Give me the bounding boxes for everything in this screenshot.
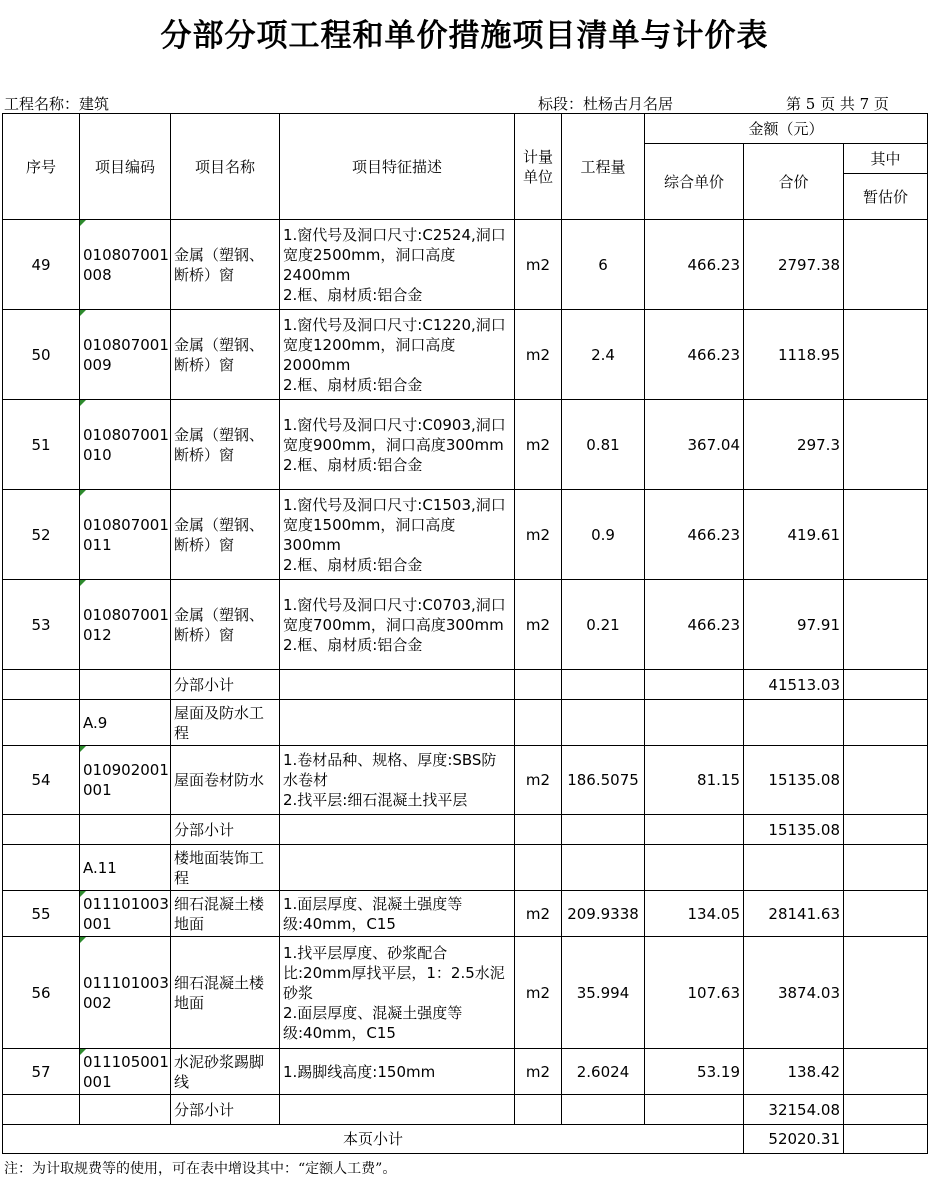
qty-cell: 0.81 <box>562 400 645 490</box>
table-body <box>3 220 928 1154</box>
code-text: 010807001 008 <box>83 245 169 284</box>
seq-cell: 53 <box>3 580 80 670</box>
header-total: 合价 <box>744 144 844 220</box>
desc-cell: 1.窗代号及洞口尺寸:C2524,洞口宽度2500mm，洞口高度2400mm 2.框、扇材质:铝合金 <box>280 220 515 310</box>
unit-price-cell <box>645 670 744 700</box>
code-cell <box>80 490 171 580</box>
qty-cell <box>562 815 645 845</box>
name-cell: 金属（塑钢、断桥）窗 <box>171 490 280 580</box>
table-row <box>3 891 928 937</box>
code-cell <box>80 580 171 670</box>
unit-price-cell: 53.19 <box>645 1049 744 1095</box>
provisional-cell <box>844 220 928 310</box>
unit-cell <box>515 845 562 891</box>
unit-cell <box>515 815 562 845</box>
table-row <box>3 580 928 670</box>
unit-cell: m2 <box>515 1049 562 1095</box>
comment-flag-icon <box>80 580 86 586</box>
header-seq: 序号 <box>3 114 80 220</box>
qty-cell: 209.9338 <box>562 891 645 937</box>
code-text: 011101003 002 <box>83 973 169 1012</box>
comment-flag-icon <box>80 490 86 496</box>
code-cell <box>80 400 171 490</box>
table-row <box>3 490 928 580</box>
header-of-which: 其中 <box>844 144 928 174</box>
desc-cell: 1.窗代号及洞口尺寸:C1503,洞口宽度1500mm，洞口高度300mm 2.框、扇材质:铝合金 <box>280 490 515 580</box>
unit-cell: m2 <box>515 891 562 937</box>
subtotal-value: 32154.08 <box>744 1095 844 1125</box>
header-desc: 项目特征描述 <box>280 114 515 220</box>
provisional-cell <box>844 580 928 670</box>
seq-cell: 51 <box>3 400 80 490</box>
section-code: A.9 <box>80 700 171 746</box>
total-cell <box>744 845 844 891</box>
unit-cell <box>515 670 562 700</box>
total-cell: 15135.08 <box>744 746 844 815</box>
table-row <box>3 937 928 1049</box>
qty-cell: 6 <box>562 220 645 310</box>
seq-cell: 49 <box>3 220 80 310</box>
unit-price-cell: 134.05 <box>645 891 744 937</box>
unit-price-cell: 367.04 <box>645 400 744 490</box>
desc-cell: 1.窗代号及洞口尺寸:C1220,洞口宽度1200mm，洞口高度2000mm 2.框、扇材质:铝合金 <box>280 310 515 400</box>
unit-cell: m2 <box>515 580 562 670</box>
unit-price-cell: 81.15 <box>645 746 744 815</box>
table-row <box>3 1125 928 1154</box>
code-text: 010807001 009 <box>83 335 169 374</box>
header-name: 项目名称 <box>171 114 280 220</box>
subtotal-value: 41513.03 <box>744 670 844 700</box>
qty-cell <box>562 670 645 700</box>
comment-flag-icon <box>80 891 86 897</box>
pricing-table <box>2 113 928 1154</box>
seq-cell <box>3 700 80 746</box>
desc-cell <box>280 670 515 700</box>
total-cell: 1118.95 <box>744 310 844 400</box>
table-row <box>3 220 928 310</box>
unit-price-cell: 466.23 <box>645 490 744 580</box>
page-total-value: 52020.31 <box>744 1125 844 1154</box>
total-cell <box>744 700 844 746</box>
unit-price-cell: 466.23 <box>645 310 744 400</box>
provisional-cell <box>844 700 928 746</box>
page-total-label: 本页小计 <box>3 1125 744 1154</box>
unit-price-cell <box>645 845 744 891</box>
code-text: 010807001 010 <box>83 425 169 464</box>
code-text: 010807001 012 <box>83 605 169 644</box>
footnote: 注：为计取规费等的使用，可在表中增设其中：“定额人工费”。 <box>4 1161 397 1177</box>
name-cell: 金属（塑钢、断桥）窗 <box>171 400 280 490</box>
provisional-cell <box>844 891 928 937</box>
code-cell <box>80 310 171 400</box>
project-name: 工程名称：建筑 <box>4 95 110 113</box>
name-cell: 金属（塑钢、断桥）窗 <box>171 220 280 310</box>
table-row <box>3 845 928 891</box>
comment-flag-icon <box>80 310 86 316</box>
seq-cell: 57 <box>3 1049 80 1095</box>
total-cell: 97.91 <box>744 580 844 670</box>
subtotal-label: 分部小计 <box>171 670 280 700</box>
code-cell <box>80 815 171 845</box>
table-row <box>3 1049 928 1095</box>
unit-cell: m2 <box>515 937 562 1049</box>
name-cell: 金属（塑钢、断桥）窗 <box>171 310 280 400</box>
desc-cell: 1.窗代号及洞口尺寸:C0703,洞口宽度700mm，洞口高度300mm 2.框、扇材质:铝合金 <box>280 580 515 670</box>
comment-flag-icon <box>80 400 86 406</box>
code-cell <box>80 1095 171 1125</box>
provisional-cell <box>844 670 928 700</box>
comment-flag-icon <box>80 746 86 752</box>
code-text: 010902001 001 <box>83 761 169 799</box>
seq-cell: 50 <box>3 310 80 400</box>
qty-cell: 2.4 <box>562 310 645 400</box>
seq-cell: 52 <box>3 490 80 580</box>
provisional-cell <box>844 1125 928 1154</box>
unit-cell <box>515 700 562 746</box>
name-cell: 水泥砂浆踢脚线 <box>171 1049 280 1095</box>
desc-cell: 1.面层厚度、混凝土强度等级:40mm，C15 <box>280 891 515 937</box>
unit-price-cell: 466.23 <box>645 580 744 670</box>
name-cell: 细石混凝土楼地面 <box>171 937 280 1049</box>
provisional-cell <box>844 1095 928 1125</box>
subtotal-value: 15135.08 <box>744 815 844 845</box>
qty-cell: 0.9 <box>562 490 645 580</box>
desc-cell <box>280 815 515 845</box>
page-number: 第 5 页 共 7 页 <box>786 95 889 113</box>
total-cell: 28141.63 <box>744 891 844 937</box>
table-row <box>3 815 928 845</box>
total-cell: 3874.03 <box>744 937 844 1049</box>
comment-flag-icon <box>80 937 86 943</box>
unit-cell: m2 <box>515 220 562 310</box>
header-qty: 工程量 <box>562 114 645 220</box>
provisional-cell <box>844 845 928 891</box>
header-unit: 计量 单位 <box>515 114 562 220</box>
unit-cell: m2 <box>515 746 562 815</box>
desc-cell: 1.窗代号及洞口尺寸:C0903,洞口宽度900mm，洞口高度300mm 2.框、扇材质:铝合金 <box>280 400 515 490</box>
table-row <box>3 670 928 700</box>
qty-cell <box>562 700 645 746</box>
desc-cell <box>280 845 515 891</box>
qty-cell: 2.6024 <box>562 1049 645 1095</box>
table-row <box>3 700 928 746</box>
desc-cell: 1.卷材品种、规格、厚度:SBS防水卷材 2.找平层:细石混凝土找平层 <box>280 746 515 815</box>
provisional-cell <box>844 746 928 815</box>
provisional-cell <box>844 937 928 1049</box>
name-cell: 屋面卷材防水 <box>171 746 280 815</box>
section-name: 标段：杜杨古月名居 <box>538 95 674 113</box>
desc-cell <box>280 1095 515 1125</box>
unit-cell: m2 <box>515 310 562 400</box>
total-cell: 419.61 <box>744 490 844 580</box>
seq-cell <box>3 815 80 845</box>
code-cell <box>80 891 171 937</box>
unit-price-cell <box>645 815 744 845</box>
seq-cell <box>3 845 80 891</box>
total-cell: 2797.38 <box>744 220 844 310</box>
code-text: 010807001 011 <box>83 515 169 554</box>
provisional-cell <box>844 310 928 400</box>
name-cell: 细石混凝土楼地面 <box>171 891 280 937</box>
desc-cell: 1.踢脚线高度:150mm <box>280 1049 515 1095</box>
provisional-cell <box>844 400 928 490</box>
comment-flag-icon <box>80 220 86 226</box>
table-row <box>3 310 928 400</box>
header-code: 项目编码 <box>80 114 171 220</box>
qty-cell <box>562 845 645 891</box>
header-amount: 金额（元） <box>645 114 928 144</box>
total-cell: 297.3 <box>744 400 844 490</box>
table-row <box>3 1095 928 1125</box>
code-cell <box>80 937 171 1049</box>
seq-cell <box>3 1095 80 1125</box>
qty-cell: 35.994 <box>562 937 645 1049</box>
provisional-cell <box>844 815 928 845</box>
unit-price-cell: 466.23 <box>645 220 744 310</box>
section-name: 楼地面装饰工程 <box>171 845 280 891</box>
table-row <box>3 400 928 490</box>
section-name: 屋面及防水工程 <box>171 700 280 746</box>
code-cell <box>80 1049 171 1095</box>
subtotal-label: 分部小计 <box>171 1095 280 1125</box>
unit-price-cell <box>645 1095 744 1125</box>
provisional-cell <box>844 490 928 580</box>
code-text: 011105001 001 <box>83 1052 169 1091</box>
seq-cell: 54 <box>3 746 80 815</box>
name-cell: 金属（塑钢、断桥）窗 <box>171 580 280 670</box>
seq-cell: 56 <box>3 937 80 1049</box>
section-code: A.11 <box>80 845 171 891</box>
seq-cell: 55 <box>3 891 80 937</box>
code-cell <box>80 220 171 310</box>
provisional-cell <box>844 1049 928 1095</box>
qty-cell <box>562 1095 645 1125</box>
unit-price-cell <box>645 700 744 746</box>
seq-cell <box>3 670 80 700</box>
unit-price-cell: 107.63 <box>645 937 744 1049</box>
unit-cell: m2 <box>515 400 562 490</box>
qty-cell: 186.5075 <box>562 746 645 815</box>
desc-cell <box>280 700 515 746</box>
page-title: 分部分项工程和单价措施项目清单与计价表 <box>160 18 769 54</box>
header-provisional: 暂估价 <box>844 174 928 220</box>
qty-cell: 0.21 <box>562 580 645 670</box>
subtotal-label: 分部小计 <box>171 815 280 845</box>
code-cell <box>80 746 171 815</box>
table-row <box>3 746 928 815</box>
desc-cell: 1.找平层厚度、砂浆配合比:20mm厚找平层，1：2.5水泥砂浆 2.面层厚度、混凝土强度等级:40mm，C15 <box>280 937 515 1049</box>
total-cell: 138.42 <box>744 1049 844 1095</box>
unit-cell: m2 <box>515 490 562 580</box>
code-cell <box>80 670 171 700</box>
header-unit-price: 综合单价 <box>645 144 744 220</box>
unit-cell <box>515 1095 562 1125</box>
code-text: 011101003 001 <box>83 894 169 933</box>
comment-flag-icon <box>80 1049 86 1055</box>
